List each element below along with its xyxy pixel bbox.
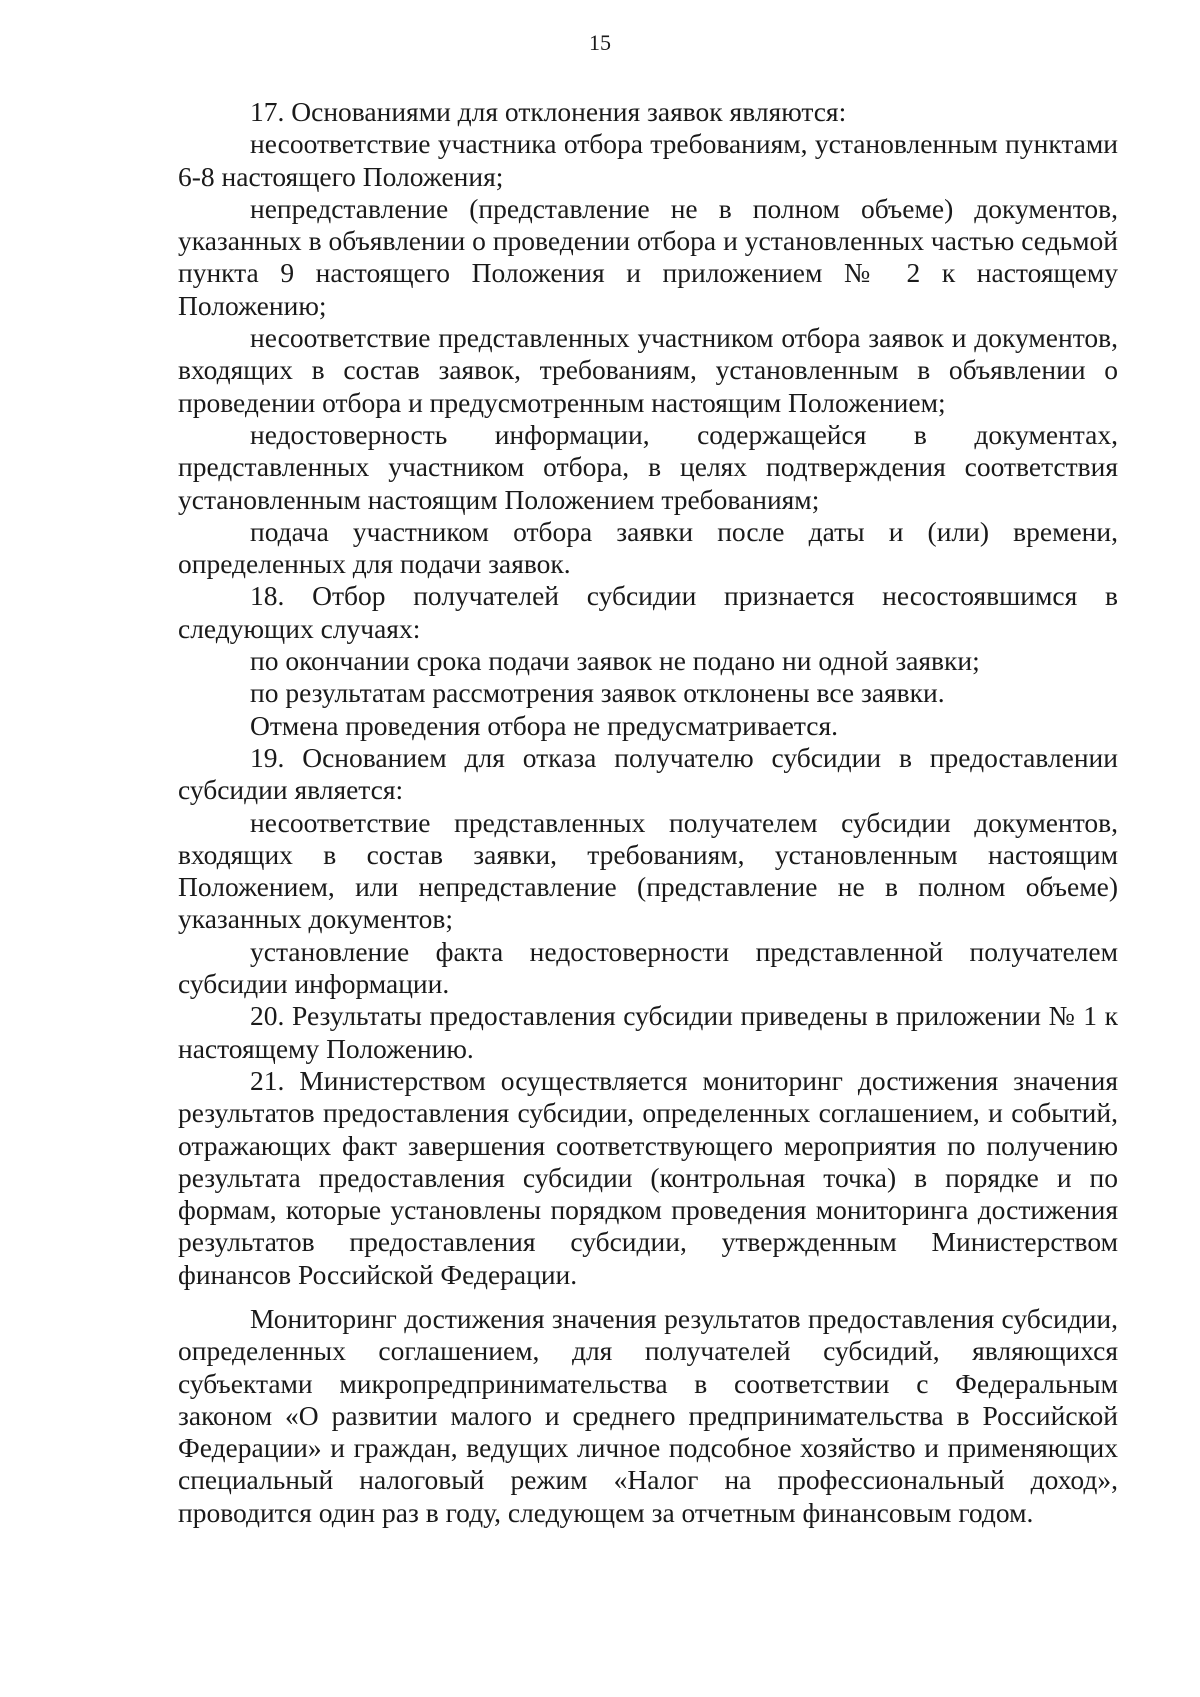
paragraph-17-item-5: подача участником отбора заявки после даты и (или) времени, определенных для подачи заявок. bbox=[178, 515, 1118, 580]
paragraph-19-heading: 19. Основанием для отказа получателю субсидии в предоставлении субсидии является: bbox=[178, 741, 1118, 806]
paragraph-20: 20. Результаты предоставления субсидии приведены в приложении № 1 к настоящему Положению. bbox=[178, 1000, 1118, 1064]
paragraph-21-monitoring: Мониторинг достижения значения результатов предоставления субсидии, определенных соглашением, для получателей субсидий, являющихся субъектами микропредпринимательства в соответствии с Федеральным законом «О развитии малого и среднего предпринимательства в Российской Федерации» и граждан, ведущих личное подсобное хозяйство и применяющих специальный налоговый режим «Налог на профессиональный доход», проводится один раз в году, следующем за отчетным финансовым годом. bbox=[178, 1302, 1118, 1528]
paragraph-18-item-1: по окончании срока подачи заявок не подано ни одной заявки; bbox=[250, 645, 980, 677]
document-body bbox=[178, 96, 1118, 1529]
paragraph-18-item-2: по результатам рассмотрения заявок отклонены все заявки. bbox=[250, 677, 945, 709]
paragraph-17-item-1: несоответствие участника отбора требованиям, установленным пунктами 6-8 настоящего Положения; bbox=[178, 128, 1118, 192]
paragraph-19-item-2: установление факта недостоверности представленной получателем субсидии информации. bbox=[178, 935, 1118, 1000]
paragraph-17-heading: 17. Основаниями для отклонения заявок являются: bbox=[250, 96, 847, 127]
paragraph-18-note: Отмена проведения отбора не предусматривается. bbox=[250, 709, 839, 741]
paragraph-19-item-1: несоответствие представленных получателем субсидии документов, входящих в состав заявки, требованиям, установленным настоящим Положением, или непредставление (представление не в полном объеме) указанных документов; bbox=[178, 806, 1118, 935]
page-number: 15 bbox=[589, 30, 611, 55]
paragraph-17-item-3: несоответствие представленных участником отбора заявок и документов, входящих в состав заявок, требованиям, установленным в объявлении о проведении отбора и предусмотренным настоящим Положением; bbox=[178, 322, 1118, 418]
paragraph-17-item-2: непредставление (представление не в полном объеме) документов, указанных в объявлении о проведении отбора и установленных частью седьмой пункта 9 настоящего Положения и приложением № 2 к настоящему Положению; bbox=[178, 192, 1118, 321]
paragraph-21: 21. Министерством осуществляется мониторинг достижения значения результатов предоставления субсидии, определенных соглашением, и событий, отражающих факт завершения соответствующего мероприятия по получению результата предоставления субсидии (контрольная точка) в порядке и по формам, которые установлены порядком проведения мониторинга достижения результатов предоставления субсидии, утвержденным Министерством финансов Российской Федерации. bbox=[178, 1064, 1118, 1290]
paragraph-17-item-4: недостоверность информации, содержащейся в документах, представленных участником отбора, в целях подтверждения соответствия установленным настоящим Положением требованиям; bbox=[178, 418, 1118, 515]
paragraph-18-heading: 18. Отбор получателей субсидии признается несостоявшимся в следующих случаях: bbox=[178, 580, 1118, 644]
